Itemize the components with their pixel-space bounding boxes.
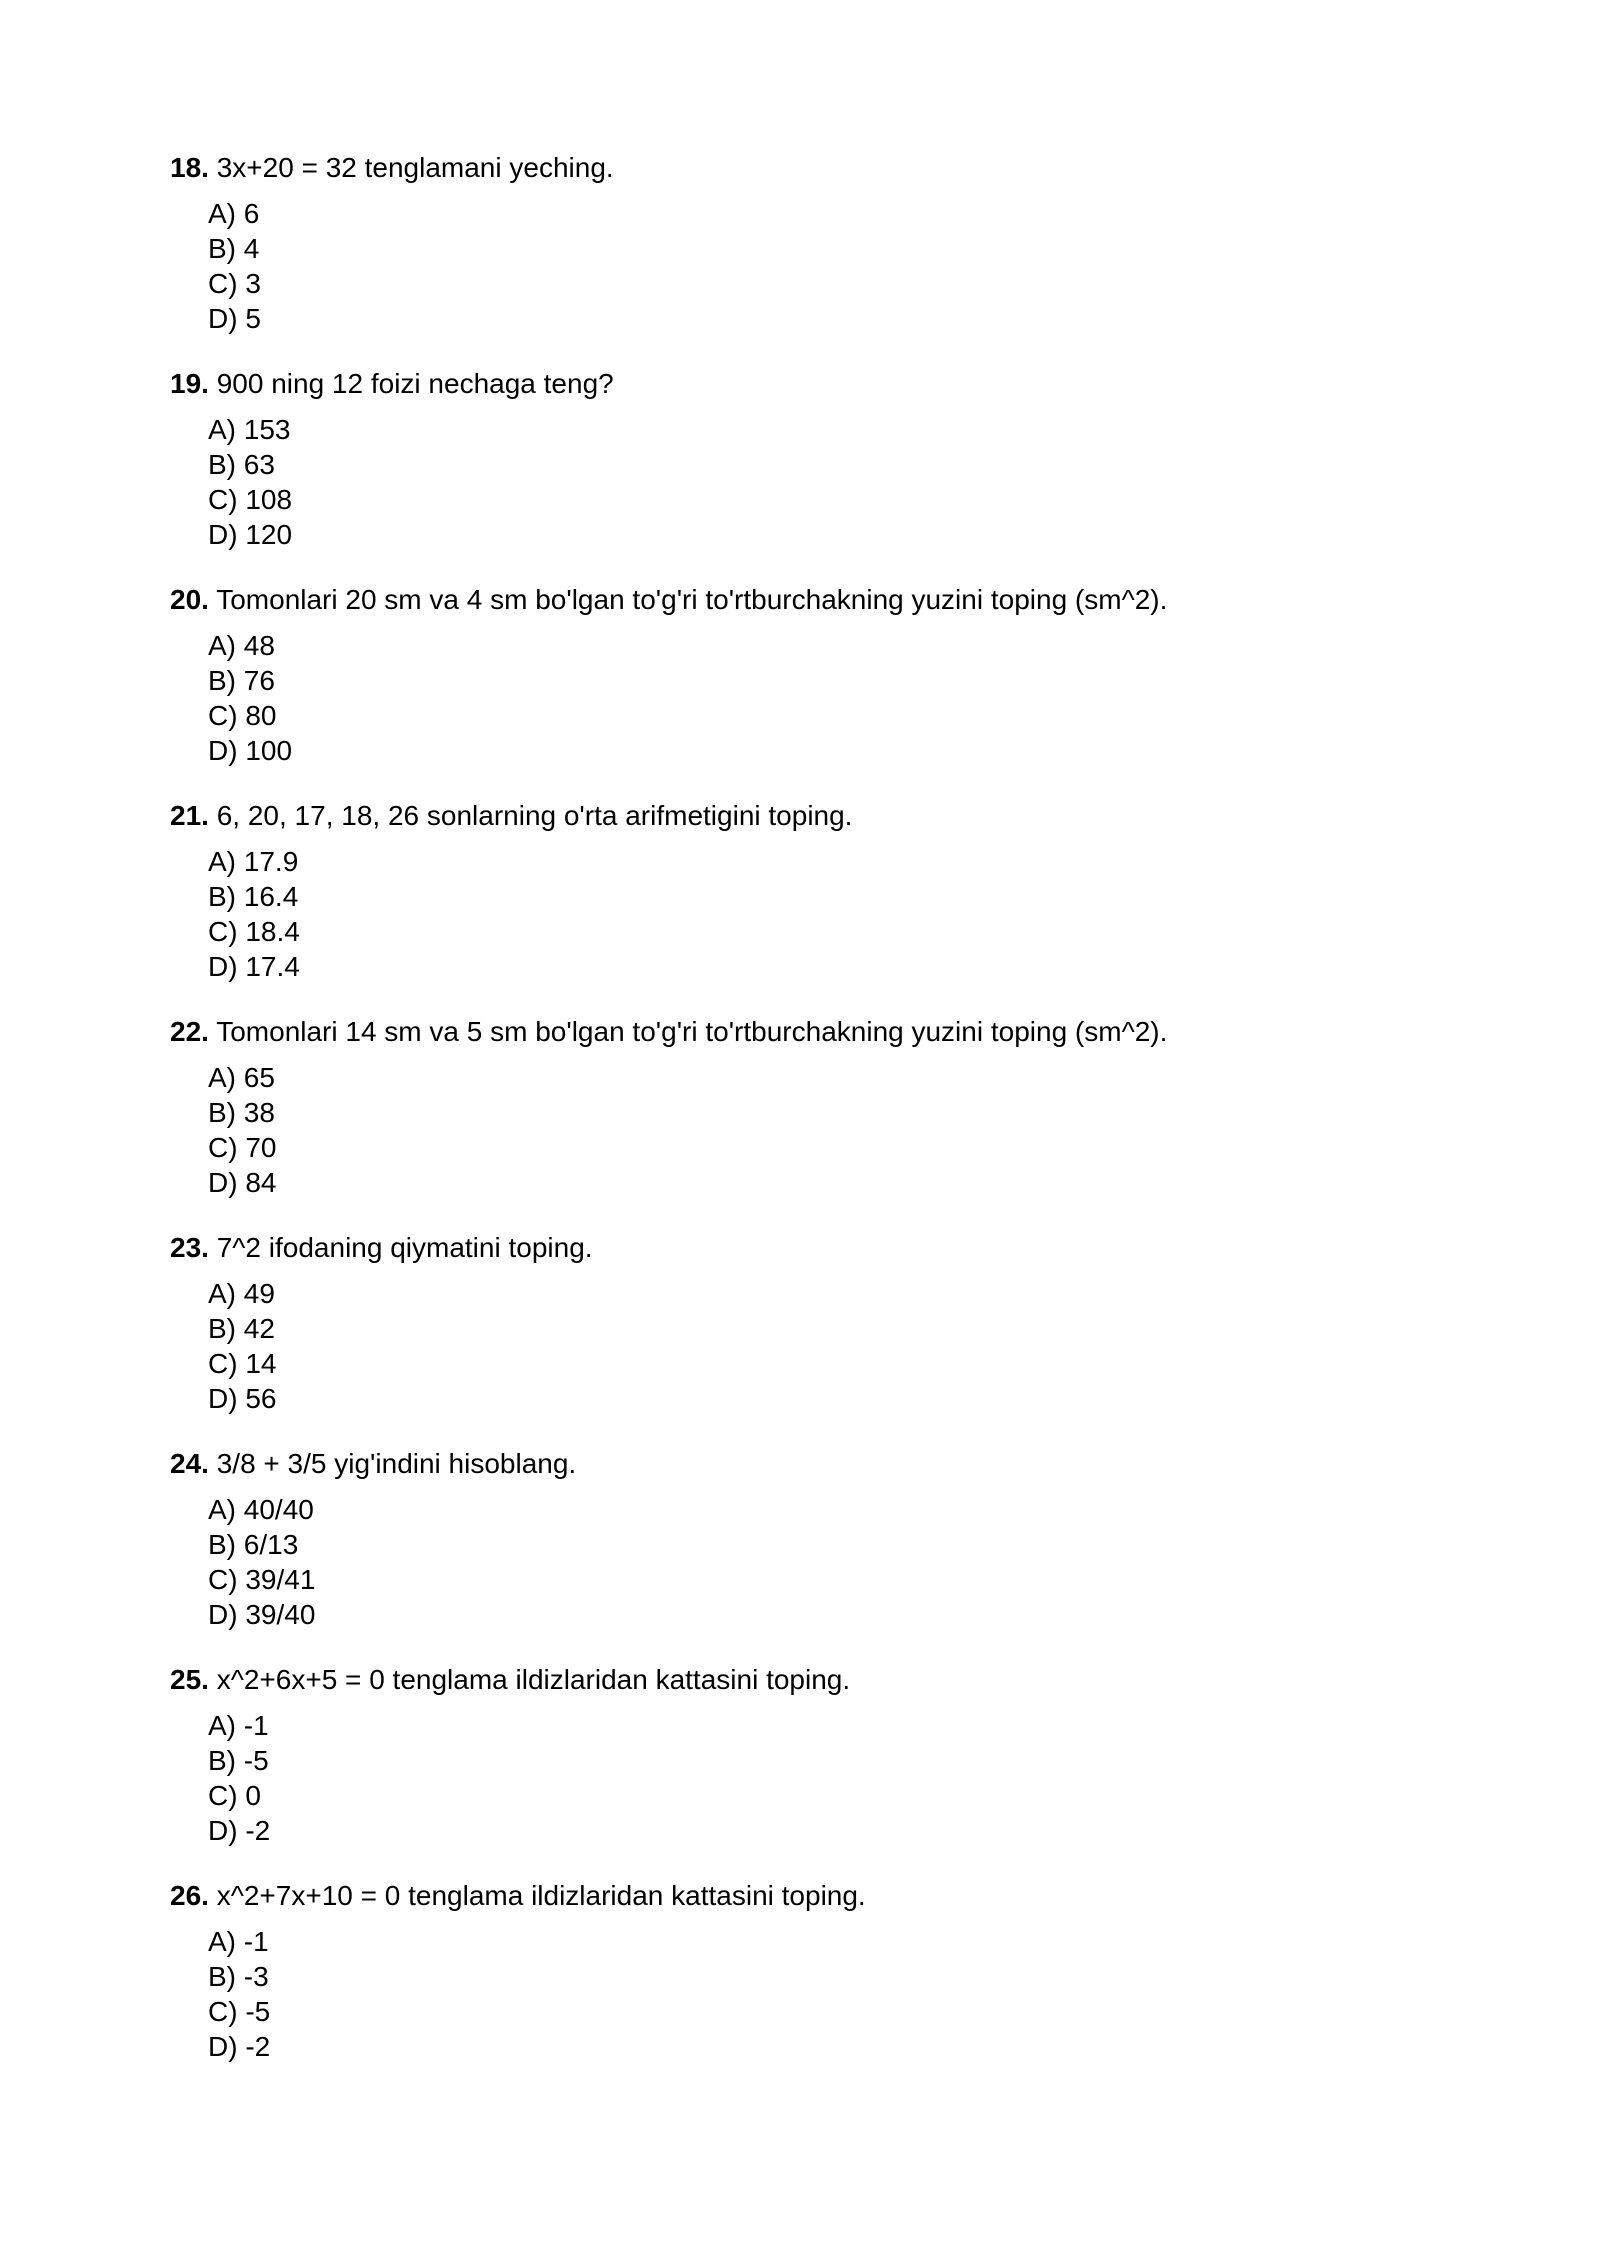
option-b: B) 38 — [208, 1097, 275, 1128]
question-text: 7^2 ifodaning qiymatini toping. — [216, 1232, 593, 1263]
question-number: 23. — [170, 1232, 209, 1263]
question-stem — [170, 798, 1460, 834]
option-a: A) 65 — [208, 1062, 275, 1093]
question-text: x^2+7x+10 = 0 tenglama ildizlaridan kattasini toping. — [216, 1880, 866, 1911]
option-b: B) 76 — [208, 665, 275, 696]
option-b: B) 16.4 — [208, 881, 299, 912]
option-b: B) -5 — [208, 1745, 269, 1776]
option-d: D) 5 — [208, 303, 261, 334]
question-22 — [170, 1014, 1460, 1230]
option-b: B) 63 — [208, 449, 275, 480]
question-text: Tomonlari 14 sm va 5 sm bo'lgan to'g'ri to'rtburchakning yuzini toping (sm^2). — [216, 1016, 1168, 1047]
option-c: C) 108 — [208, 484, 293, 515]
option-d: D) 17.4 — [208, 951, 300, 982]
option-c: C) 14 — [208, 1348, 277, 1379]
answer-options — [208, 1924, 1460, 2064]
question-stem — [170, 1446, 1460, 1482]
option-a: A) 40/40 — [208, 1494, 314, 1525]
option-c: C) 0 — [208, 1780, 261, 1811]
option-a: A) 6 — [208, 198, 260, 229]
answer-options — [208, 1492, 1460, 1632]
option-a: A) 17.9 — [208, 846, 299, 877]
option-b: B) 42 — [208, 1313, 275, 1344]
option-d: D) -2 — [208, 2031, 271, 2062]
question-26 — [170, 1878, 1460, 2094]
answer-options — [208, 1060, 1460, 1200]
question-23 — [170, 1230, 1460, 1446]
option-d: D) -2 — [208, 1815, 271, 1846]
question-text: 900 ning 12 foizi nechaga teng? — [216, 368, 614, 399]
document-page — [170, 150, 1460, 2094]
question-text: x^2+6x+5 = 0 tenglama ildizlaridan kattasini toping. — [216, 1664, 851, 1695]
question-number: 20. — [170, 584, 209, 615]
option-c: C) 80 — [208, 700, 277, 731]
option-a: A) 48 — [208, 630, 275, 661]
answer-options — [208, 196, 1460, 336]
option-d: D) 39/40 — [208, 1599, 316, 1630]
answer-options — [208, 1276, 1460, 1416]
answer-options — [208, 1708, 1460, 1848]
question-stem — [170, 366, 1460, 402]
question-number: 19. — [170, 368, 209, 399]
option-d: D) 120 — [208, 519, 293, 550]
option-a: A) -1 — [208, 1710, 269, 1741]
question-21 — [170, 798, 1460, 1014]
question-number: 18. — [170, 152, 209, 183]
option-b: B) 6/13 — [208, 1529, 299, 1560]
question-stem — [170, 582, 1460, 618]
option-a: A) 153 — [208, 414, 291, 445]
question-number: 24. — [170, 1448, 209, 1479]
question-number: 22. — [170, 1016, 209, 1047]
question-19 — [170, 366, 1460, 582]
question-stem — [170, 1662, 1460, 1698]
option-a: A) -1 — [208, 1926, 269, 1957]
option-d: D) 56 — [208, 1383, 277, 1414]
question-stem — [170, 1230, 1460, 1266]
question-stem — [170, 1878, 1460, 1914]
question-text: Tomonlari 20 sm va 4 sm bo'lgan to'g'ri to'rtburchakning yuzini toping (sm^2). — [216, 584, 1168, 615]
question-text: 6, 20, 17, 18, 26 sonlarning o'rta arifmetigini toping. — [216, 800, 853, 831]
option-c: C) 39/41 — [208, 1564, 316, 1595]
question-stem — [170, 1014, 1460, 1050]
question-stem — [170, 150, 1460, 186]
answer-options — [208, 628, 1460, 768]
question-18 — [170, 150, 1460, 366]
option-d: D) 100 — [208, 735, 293, 766]
question-number: 25. — [170, 1664, 209, 1695]
option-c: C) 70 — [208, 1132, 277, 1163]
question-25 — [170, 1662, 1460, 1878]
option-c: C) 3 — [208, 268, 261, 299]
option-d: D) 84 — [208, 1167, 277, 1198]
answer-options — [208, 412, 1460, 552]
question-number: 21. — [170, 800, 209, 831]
option-b: B) 4 — [208, 233, 260, 264]
option-b: B) -3 — [208, 1961, 269, 1992]
answer-options — [208, 844, 1460, 984]
question-text: 3x+20 = 32 tenglamani yeching. — [216, 152, 614, 183]
question-20 — [170, 582, 1460, 798]
option-c: C) -5 — [208, 1996, 271, 2027]
option-a: A) 49 — [208, 1278, 275, 1309]
question-text: 3/8 + 3/5 yig'indini hisoblang. — [216, 1448, 577, 1479]
question-24 — [170, 1446, 1460, 1662]
option-c: C) 18.4 — [208, 916, 300, 947]
question-number: 26. — [170, 1880, 209, 1911]
